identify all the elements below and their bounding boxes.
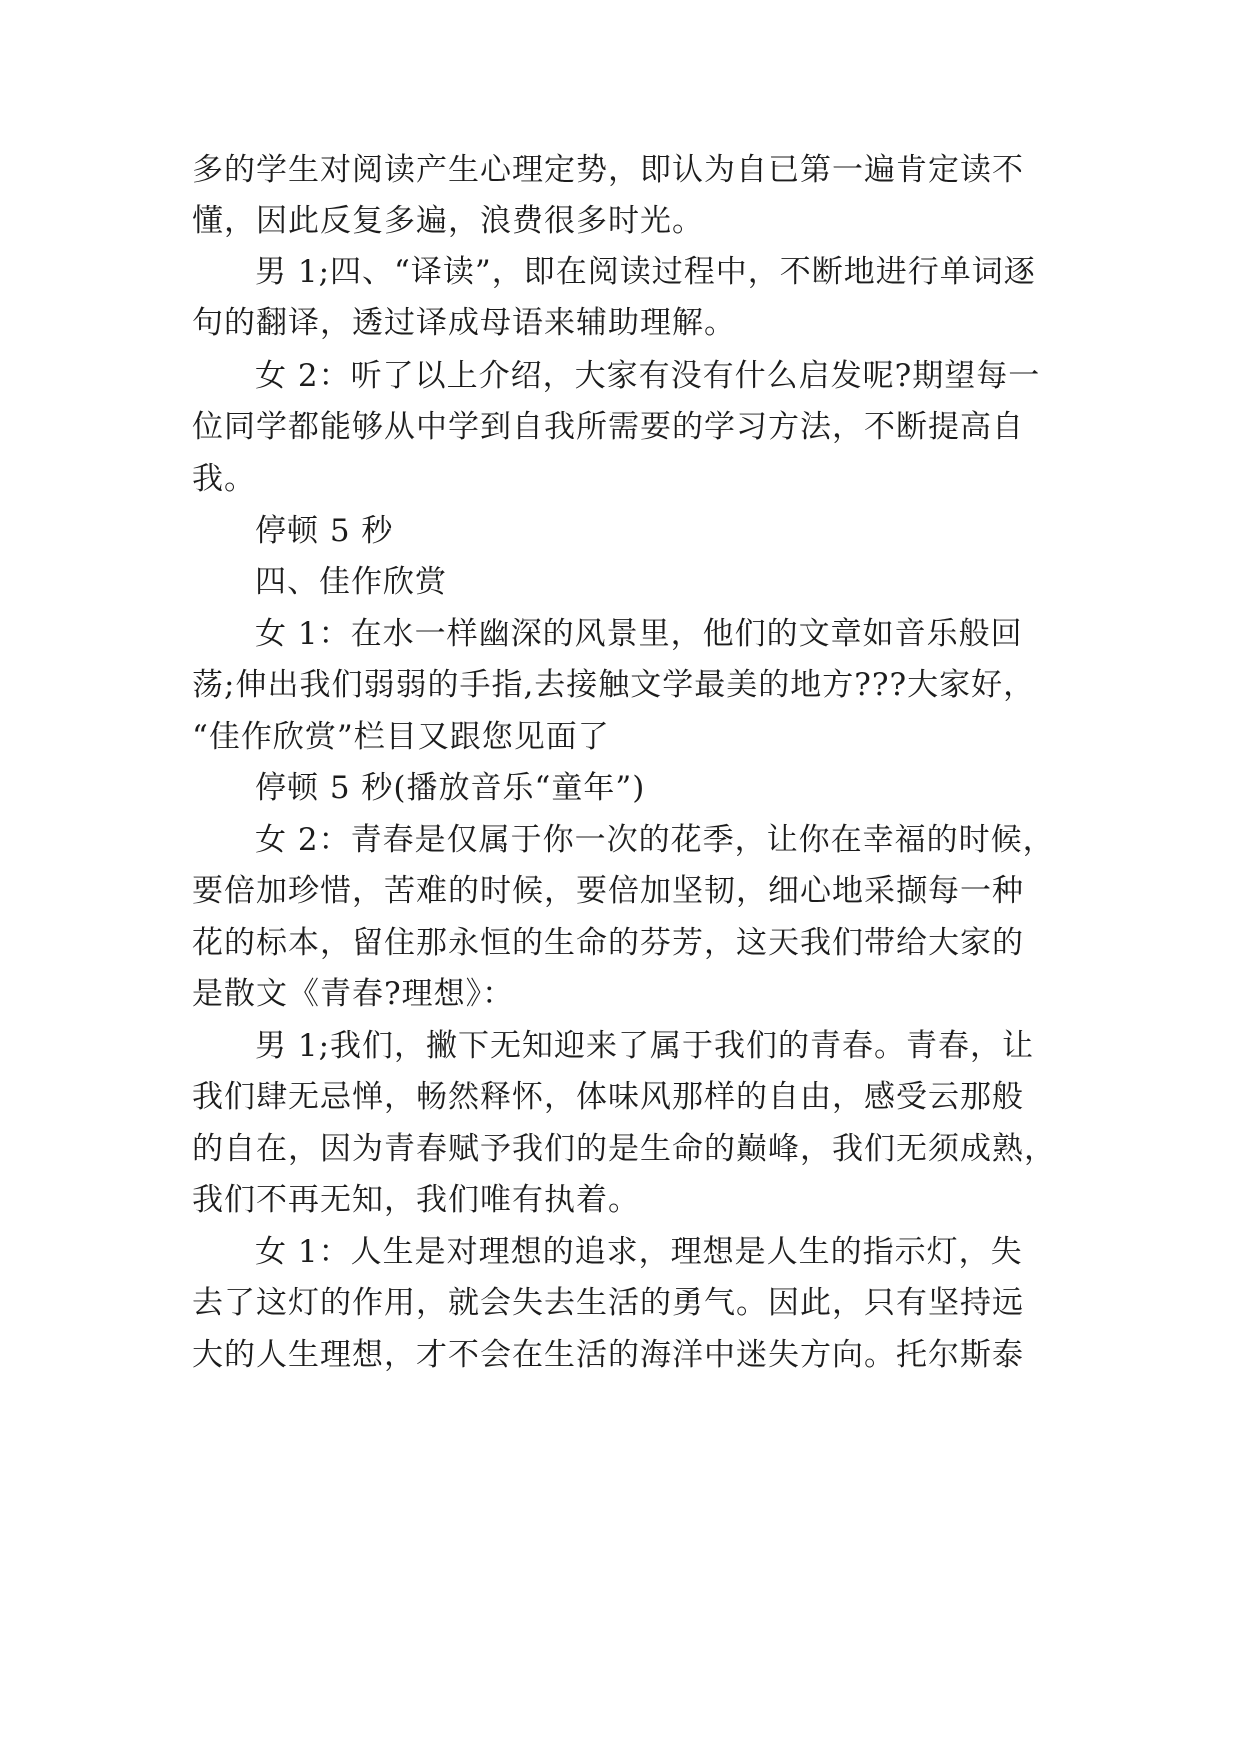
text-line: 女 2：青春是仅属于你一次的花季，让你在幸福的时候，: [255, 822, 1055, 858]
text-line: 是散文《青春?理想》：: [192, 976, 515, 1012]
text-line: 荡;伸出我们弱弱的手指,去接触文学最美的地方???大家好，: [192, 667, 1036, 703]
text-line: 女 1：人生是对理想的追求，理想是人生的指示灯，失: [255, 1234, 1023, 1270]
text-line: 男 1;四、“译读”，即在阅读过程中，不断地进行单词逐: [255, 254, 1036, 290]
text-line: 要倍加珍惜，苦难的时候，要倍加坚韧，细心地采撷每一种: [192, 873, 1024, 909]
text-line: 我。: [192, 461, 256, 497]
text-line: 去了这灯的作用，就会失去生活的勇气。因此，只有坚持远: [192, 1285, 1024, 1321]
text-line: 停顿 5 秒: [255, 513, 394, 549]
text-line: 我们不再无知，我们唯有执着。: [192, 1182, 640, 1218]
text-line: 大的人生理想，才不会在生活的海洋中迷失方向。托尔斯泰: [192, 1337, 1024, 1373]
text-line: 我们肆无忌惮，畅然释怀，体味风那样的自由，感受云那般: [192, 1079, 1024, 1115]
text-line: 女 1：在水一样幽深的风景里，他们的文章如音乐般回: [255, 616, 1023, 652]
text-line: 停顿 5 秒(播放音乐“童年”): [255, 770, 646, 806]
text-line: 的自在，因为青春赋予我们的是生命的巅峰，我们无须成熟，: [192, 1131, 1056, 1167]
text-line: 多的学生对阅读产生心理定势，即认为自已第一遍肯定读不: [192, 152, 1024, 188]
text-line: 懂，因此反复多遍，浪费很多时光。: [192, 203, 704, 239]
text-line: 男 1;我们，撇下无知迎来了属于我们的青春。青春，让: [255, 1028, 1035, 1064]
text-line: 句的翻译，透过译成母语来辅助理解。: [192, 305, 736, 341]
section-heading: 四、佳作欣赏: [255, 564, 447, 600]
text-line: 花的标本，留住那永恒的生命的芬芳，这天我们带给大家的: [192, 925, 1024, 961]
text-line: 位同学都能够从中学到自我所需要的学习方法，不断提高自: [192, 409, 1024, 445]
text-line: 女 2：听了以上介绍，大家有没有什么启发呢?期望每一: [255, 358, 1041, 394]
text-line: “佳作欣赏”栏目又跟您见面了: [192, 719, 610, 755]
